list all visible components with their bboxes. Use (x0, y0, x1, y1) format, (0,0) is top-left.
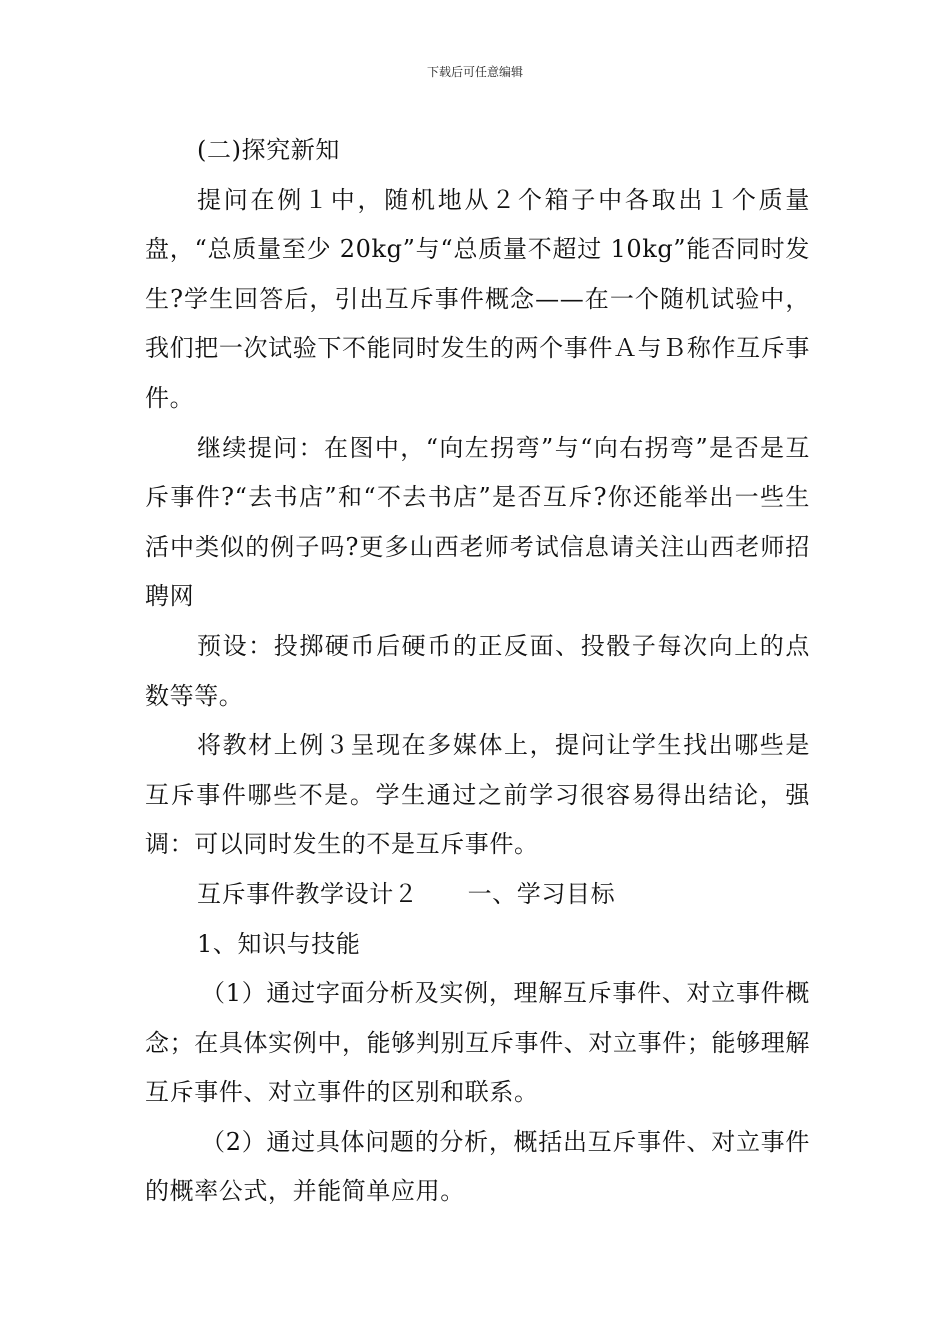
design-title: 互斥事件教学设计２ 一、学习目标 (197, 879, 616, 908)
section-heading: (二)探究新知 (197, 136, 340, 164)
paragraph-follow-up-question: 继续提问：在图中，“向左拐弯”与“向右拐弯”是否是互斥事件?“去书店”和“不去书店”是否互斥?你还能举出一些生活中类似的例子吗?更多山西老师考试信息请关注山西老师招聘网 (145, 433, 810, 611)
objective-item-1: （1）通过字面分析及实例，理解互斥事件、对立事件概念；在具体实例中，能够判别互斥事件、对立事件；能够理解互斥事件、对立事件的区别和联系。 (145, 979, 810, 1107)
paragraph-preset-answer: 预设：投掷硬币后硬币的正反面、投骰子每次向上的点数等等。 (145, 631, 810, 710)
objective-item-2: （2）通过具体问题的分析，概括出互斥事件、对立事件的概率公式，并能简单应用。 (145, 1127, 810, 1206)
document-body (145, 126, 810, 1217)
page-header: 下载后可任意编辑 (426, 65, 523, 79)
paragraph-question-example-1: 提问在例１中，随机地从２个箱子中各取出１个质量盘，“总质量至少 20kg”与“总质量不超过 10kg”能否同时发生?学生回答后，引出互斥事件概念——在一个随机试验中，我们把一次试验下不能同时发生的两个事件Ａ与Ｂ称作互斥事件。 (145, 185, 810, 412)
paragraph-textbook-example: 将教材上例３呈现在多媒体上，提问让学生找出哪些是互斥事件哪些不是。学生通过之前学习很容易得出结论，强调：可以同时发生的不是互斥事件。 (145, 731, 810, 859)
subsection-knowledge-skill: 1、知识与技能 (197, 929, 361, 958)
